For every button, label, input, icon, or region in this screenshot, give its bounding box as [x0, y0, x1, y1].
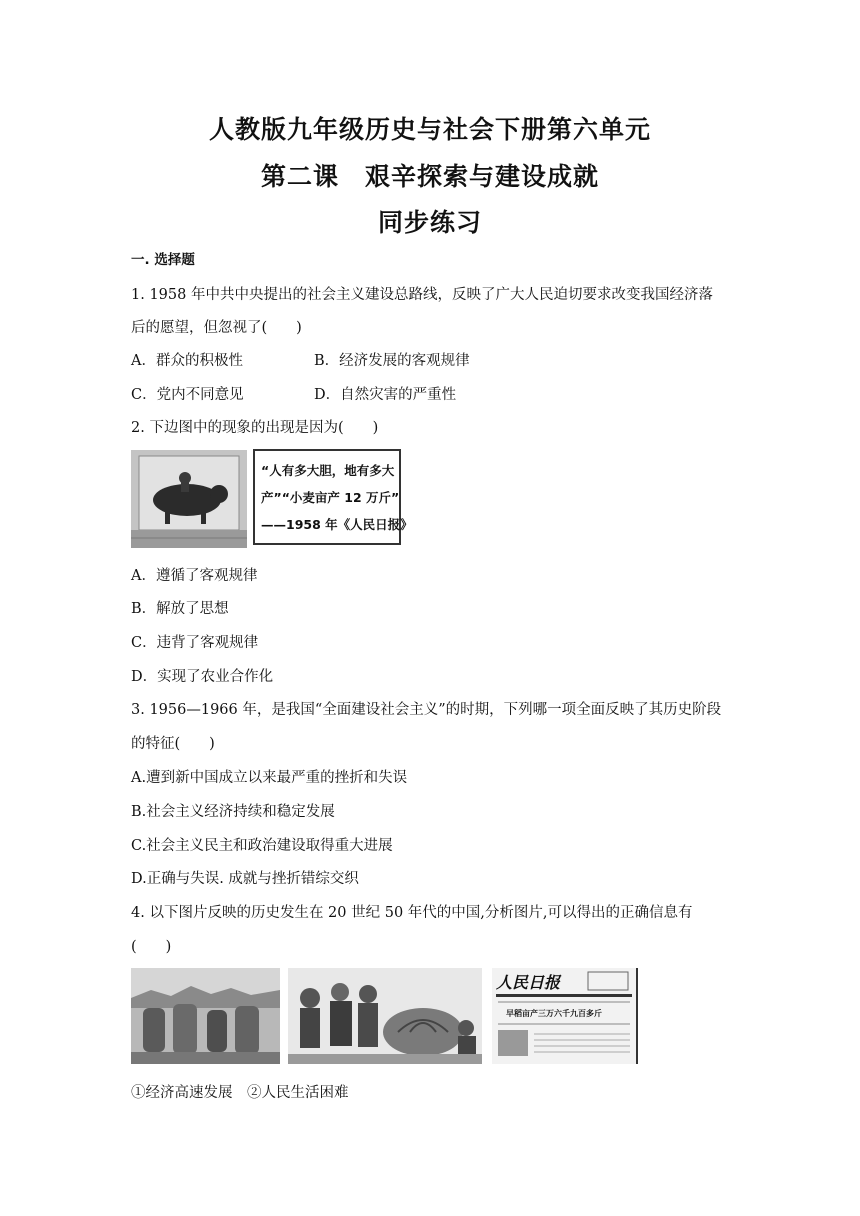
- q3-stem-line2: 的特征( ): [131, 736, 215, 752]
- poster-line-3: ——1958 年《人民日报》: [261, 517, 413, 532]
- q2-option-d: D．实现了农业合作化: [131, 669, 274, 685]
- q2-option-b: B．解放了思想: [131, 601, 229, 617]
- giant-pumpkin-propaganda-painting: [288, 968, 482, 1064]
- q2-option-c: C．违背了客观规律: [131, 635, 259, 651]
- q4-statements: ①经济高速发展 ②人民生活困难: [131, 1085, 349, 1101]
- section-heading: 一. 选择题: [131, 252, 195, 268]
- newspaper-masthead: 人民日报: [496, 973, 561, 992]
- lesson-title: 第二课 艰辛探索与建设成就: [260, 162, 599, 191]
- poster-line-2: 产”“小麦亩产 12 万斤”: [261, 490, 400, 505]
- newspaper-headline: 早稻亩产三万六千九百多斤: [506, 1009, 602, 1018]
- q3-option-b: B.社会主义经济持续和稳定发展: [131, 804, 335, 820]
- q1-option-b: B．经济发展的客观规律: [314, 353, 470, 369]
- q3-stem-line1: 3. 1956—1966 年，是我国“全面建设社会主义”的时期，下列哪一项全面反映了其历史阶段: [131, 702, 722, 718]
- q1-option-d: D．自然灾害的严重性: [314, 387, 457, 403]
- q3-option-a: A.遭到新中国成立以来最严重的挫折和失误: [131, 770, 408, 786]
- q1-stem-line1: 1. 1958 年中共中央提出的社会主义建设总路线，反映了广大人民迫切要求改变我国经济落: [131, 287, 713, 303]
- q3-option-d: D.正确与失误. 成就与挫折错综交织: [131, 871, 359, 887]
- q1-option-c: C．党内不同意见: [131, 387, 244, 403]
- backyard-furnace-photo: [131, 968, 280, 1064]
- q2-stem: 2. 下边图中的现象的出现是因为( ): [131, 420, 379, 436]
- subtitle: 同步练习: [377, 208, 482, 237]
- newspaper-quote-box: [253, 449, 413, 545]
- document-title: 人教版九年级历史与社会下册第六单元: [208, 115, 651, 144]
- peoples-daily-newspaper-clipping: [492, 968, 638, 1064]
- q3-option-c: C.社会主义民主和政治建设取得重大进展: [131, 838, 393, 854]
- q2-option-a: A．遵循了客观规律: [131, 568, 258, 584]
- q1-stem-line2: 后的愿望，但忽视了( ): [131, 320, 302, 336]
- q4-stem-line2: ( ): [131, 939, 172, 955]
- giant-pig-propaganda-photo: [131, 450, 247, 548]
- poster-line-1: “人有多大胆，地有多大: [261, 463, 395, 478]
- q1-option-a: A．群众的积极性: [131, 353, 243, 369]
- q4-stem-line1: 4. 以下图片反映的历史发生在 20 世纪 50 年代的中国,分析图片,可以得出的正确信息有: [131, 905, 693, 921]
